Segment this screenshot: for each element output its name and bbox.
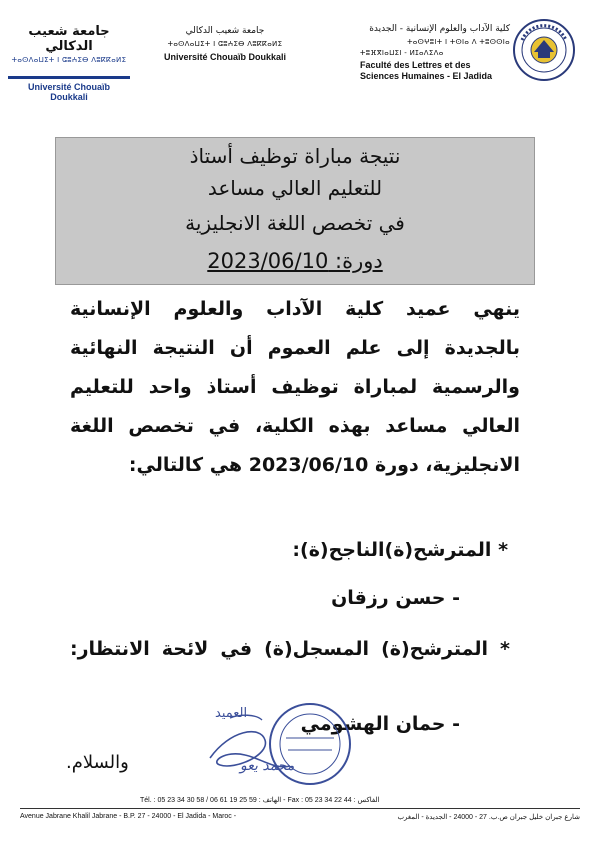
faculty-name-tifinagh-2: ⵜⵓⴼⴳⵏⴰⵡⵉⵏ - ⵍⵊⴰⴷⵉⴷⴰ (360, 49, 444, 57)
winner-name: - حسن رزقان (331, 587, 460, 609)
university-name-arabic: جامعة شعيب الدكالي (28, 24, 110, 54)
university-block-center (140, 26, 310, 62)
faculty-name-french-line1: Faculté des Lettres et des (360, 60, 471, 70)
title-session-date: دورة: 2023/06/10 (207, 249, 383, 273)
letterhead (0, 0, 600, 110)
footer-rule (20, 808, 580, 809)
footer-address-arabic: شارع جبران خليل جبران ص.ب. 27 - 24000 - الجديدة - المغرب (397, 814, 580, 821)
faculty-name-french-line2: Sciences Humaines - El Jadida (360, 71, 493, 81)
university-name-tifinagh: ⵜⴰⵙⴷⴰⵡⵉⵜ ⵏ ⵛⵓⵄⵉⴱ ⴷⵓⴽⴽⴰⵍⵉ (167, 40, 283, 48)
faculty-seal-logo (512, 18, 576, 82)
footer-phone-fax: Tél. : 05 23 34 30 58 / 06 61 19 25 59 : الهاتف - Fax : 05 23 34 22 44 : الفاكس (140, 797, 380, 804)
footer-address-french: Avenue Jabrane Khalil Jabrane - B.P. 27 - 24000 - El Jadida - Maroc - (20, 813, 237, 820)
waitlist-label: * المترشح(ة) المسجل(ة) في لائحة الانتظار: (70, 638, 510, 660)
signature-title: العميد (215, 706, 248, 721)
official-stamp (60, 700, 360, 795)
signature-area (60, 700, 360, 790)
faculty-block (360, 24, 510, 82)
university-name-french: Université Chouaïb Doukkali (27, 82, 110, 102)
title-line-3: في تخصص اللغة الانجليزية (185, 211, 405, 235)
announcement-title-box (55, 137, 535, 285)
footer-address-row (20, 813, 580, 825)
faculty-name-arabic: كلية الآداب والعلوم الإنسانية - الجديدة (369, 24, 510, 34)
signature-name: محمد يعو (240, 758, 295, 774)
university-name-tifinagh: ⵜⴰⵙⴷⴰⵡⵉⵜ ⵏ ⵛⵓⵄⵉⴱ ⴷⵓⴽⴽⴰⵍⵉ (11, 56, 127, 64)
closing-salutation: والسلام. (66, 752, 129, 773)
announcement-paragraph: ينهي عميد كلية الآداب والعلوم الإنسانية بالجديدة إلى علم العموم أن النتيجة النهائية والرسمية لمباراة توظيف أستاذ واحد للتعليم العالي مساعد بهذه الكلية، في تخصص اللغة الانجليزية، دورة 2023/06/10 هي كالتالي: (70, 298, 520, 476)
university-name-arabic: جامعة شعيب الدكالي (185, 26, 265, 36)
page-footer (20, 796, 580, 825)
university-name-french: Université Chouaïb Doukkali (163, 52, 287, 62)
university-divider (8, 76, 130, 79)
faculty-name-tifinagh: ⵜⴰⵙⵖⵓⵏⵜ ⵏ ⵜⵙⵏⴰ ⴷ ⵜⵓⵙⵙⵏⴰ (407, 38, 510, 46)
waitlist-name: - حمان الهشومي (300, 713, 460, 735)
title-line-2: للتعليم العالي مساعد (207, 176, 383, 200)
footer-contact-row (20, 796, 580, 808)
winner-label: * المترشح(ة)الناجح(ة): (292, 539, 508, 561)
university-logo-left (8, 24, 130, 102)
faculty-name-french (360, 60, 510, 82)
title-line-1: نتيجة مباراة توظيف أستاذ (189, 144, 401, 168)
